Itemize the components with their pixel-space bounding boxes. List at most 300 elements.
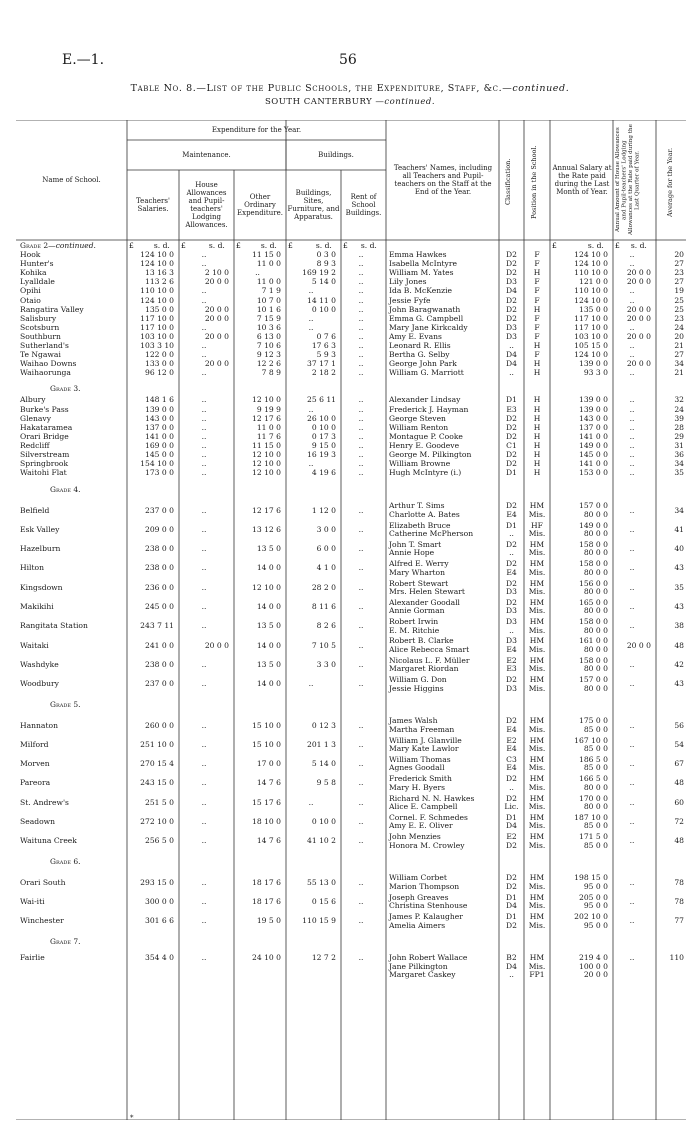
other-expenditure: 12 10 0	[252, 582, 281, 592]
annual-salary: 143 0 0	[579, 413, 608, 423]
school-row	[16, 414, 686, 423]
classification: ..	[509, 970, 514, 980]
teacher-name: Alfred E. Werry	[389, 559, 449, 569]
school-name: Orari South	[20, 877, 66, 887]
classification: D2	[506, 793, 517, 803]
annual-salary: 110 10 0	[574, 268, 608, 278]
average-attendance: 40	[674, 544, 684, 554]
header-position: Position in the School.	[530, 145, 538, 219]
buildings-expenditure: 169 19 2	[302, 268, 336, 278]
staff-row	[16, 568, 686, 577]
rent: ..	[358, 422, 364, 432]
teachers-salaries: 169 0 0	[145, 440, 174, 450]
position: H	[533, 422, 541, 432]
teachers-salaries: 238 0 0	[145, 563, 174, 573]
grade-heading	[50, 700, 81, 709]
classification: E2	[506, 832, 517, 842]
annual-allowance: ..	[629, 440, 635, 450]
staff-row	[16, 821, 686, 830]
annual-salary: 157 0 0	[579, 501, 608, 511]
teacher-name: Henry E. Goodeve	[389, 440, 460, 450]
house-allowances: ..	[201, 778, 207, 788]
teacher-name: Robert Irwin	[389, 617, 439, 627]
house-allowances: ..	[201, 350, 207, 360]
school-row	[16, 468, 686, 477]
position: Mis.	[528, 763, 546, 773]
classification: D2	[506, 268, 517, 278]
school-name: Rangatira Valley	[20, 304, 84, 314]
house-allowances: 20 0 0	[204, 331, 229, 341]
teacher-name: George M. Pilkington	[389, 450, 472, 459]
classification: D4	[506, 901, 517, 911]
average-attendance: 41	[674, 524, 684, 534]
other-expenditure: 6 13 0	[256, 331, 281, 341]
house-allowances: ..	[201, 459, 207, 469]
classification: D1	[506, 520, 517, 530]
rent: ..	[358, 322, 364, 332]
classification: D2	[506, 422, 517, 432]
lsd-header	[181, 241, 230, 250]
school-name: Seadown	[20, 817, 56, 827]
position: HM	[529, 892, 545, 902]
annual-salary: 158 0 0	[579, 655, 608, 665]
rent: ..	[358, 313, 364, 323]
teachers-salaries: 243 15 0	[140, 778, 174, 788]
teacher-name: William Renton	[389, 422, 449, 432]
average-attendance: 24	[674, 404, 684, 414]
lsd-header	[552, 241, 609, 250]
teacher-name: Alice E. Campbell	[389, 802, 458, 811]
average-attendance: 43	[674, 679, 684, 689]
buildings-expenditure: 28 2 0	[311, 582, 336, 592]
teacher-name: James P. Kalaugher	[389, 912, 463, 921]
rent: ..	[358, 295, 364, 305]
house-allowances: ..	[201, 739, 207, 749]
rent: ..	[358, 395, 364, 405]
average-attendance: 39	[674, 413, 684, 423]
school-row	[16, 432, 686, 441]
school-row	[16, 395, 686, 404]
average-attendance: 27	[674, 259, 684, 269]
annual-salary: 85 0 0	[583, 840, 608, 850]
house-allowances: ..	[201, 450, 207, 459]
annual-salary: 219 4 0	[579, 953, 608, 963]
annual-salary: 161 0 0	[579, 636, 608, 646]
annual-allowance: 20 0 0	[626, 331, 651, 341]
rent: ..	[358, 563, 364, 573]
buildings-expenditure: 55 13 0	[307, 877, 336, 887]
school-row	[16, 359, 686, 368]
school-name: Hakataramea	[20, 422, 73, 432]
house-allowances: ..	[201, 431, 207, 441]
house-allowances: ..	[201, 286, 207, 296]
header-maintenance: Maintenance.	[182, 151, 231, 159]
teachers-salaries: 133 0 0	[145, 359, 174, 369]
teacher-name: William Thomas	[389, 754, 451, 764]
average-attendance: 28	[674, 422, 684, 432]
buildings-expenditure: 0 7 6	[316, 331, 336, 341]
annual-salary: 80 0 0	[583, 606, 608, 616]
position: Mis.	[528, 782, 546, 792]
annual-allowance: ..	[629, 621, 635, 631]
annual-salary: 95 0 0	[583, 920, 608, 930]
rent: ..	[358, 440, 364, 450]
lsd-header	[288, 241, 337, 250]
table-title-tail: continued.	[512, 83, 570, 94]
annual-salary: 110 10 0	[574, 286, 608, 296]
other-expenditure: 12 10 0	[252, 450, 281, 459]
rent: ..	[358, 431, 364, 441]
annual-salary: 20 0 0	[583, 970, 608, 980]
other-expenditure: 24 10 0	[252, 953, 281, 963]
average-attendance: 42	[674, 659, 684, 669]
header-teachers-names: Teachers' Names, including all Teachers and Pupil-teachers on the Staff at the End of the Year.	[393, 164, 493, 196]
classification: D2	[506, 304, 517, 314]
rent: ..	[358, 621, 364, 631]
house-allowances: ..	[201, 563, 207, 573]
teachers-salaries: 103 10 0	[140, 331, 174, 341]
pound-sign: £	[288, 241, 293, 250]
teacher-name: Jane Pilkington	[389, 961, 448, 971]
buildings-expenditure: 4 1 0	[316, 563, 336, 573]
school-name: Opihi	[20, 286, 41, 296]
teacher-name: Richard N. N. Hawkes	[389, 793, 475, 803]
rent: ..	[358, 679, 364, 689]
annual-salary: 149 0 0	[579, 440, 608, 450]
other-expenditure: 7 10 6	[256, 341, 281, 350]
classification: D2	[506, 459, 517, 469]
position: F	[534, 286, 540, 296]
other-expenditure: 12 2 6	[256, 359, 281, 369]
teacher-name: James Walsh	[389, 716, 438, 726]
annual-salary: 139 0 0	[579, 359, 608, 369]
annual-salary: 80 0 0	[583, 509, 608, 519]
classification: D3	[506, 587, 517, 596]
average-attendance: 35	[674, 468, 684, 478]
teacher-name: William G. Marriott	[389, 368, 464, 378]
buildings-expenditure: 0 17 3	[311, 431, 336, 441]
school-row	[16, 459, 686, 468]
school-name: Makikihi	[20, 602, 54, 612]
teacher-name: Agnes Goodall	[389, 763, 445, 773]
grade-label: Grade 6.	[50, 857, 81, 867]
annual-salary: 80 0 0	[583, 567, 608, 577]
pound-sign: £	[552, 241, 557, 250]
annual-salary: 124 10 0	[574, 350, 608, 360]
rent: ..	[358, 304, 364, 314]
table-subtitle-tail: continued.	[384, 97, 436, 107]
position: F	[534, 259, 540, 269]
teacher-name: Alice Rebecca Smart	[389, 644, 470, 654]
rent: ..	[358, 268, 364, 278]
teacher-name: Alexander Lindsay	[389, 395, 461, 405]
other-expenditure: 7 1 9	[261, 286, 281, 296]
teachers-salaries: 96 12 0	[145, 368, 174, 378]
staff-row	[16, 970, 686, 979]
table-title-lead: Table No. 8.—List of the Public Schools, the Expenditure, Staff, &c.—	[130, 83, 513, 94]
annual-allowance: ..	[629, 505, 635, 515]
annual-salary: 153 0 0	[579, 468, 608, 478]
position: H	[533, 440, 541, 450]
rent: ..	[358, 359, 364, 369]
rent: ..	[358, 720, 364, 730]
teachers-salaries: 209 0 0	[145, 524, 174, 534]
staff-row	[16, 548, 686, 557]
school-name: Esk Valley	[20, 524, 60, 534]
annual-salary: 186 5 0	[579, 754, 608, 764]
teacher-name: Amy E. Evans	[389, 331, 442, 341]
average-attendance: 78	[674, 877, 684, 887]
school-name: Waitaki	[20, 640, 49, 650]
teacher-name: John Baragwanath	[389, 304, 461, 314]
teacher-name: William G. Don	[389, 675, 447, 684]
average-attendance: 31	[674, 440, 684, 450]
staff-row	[16, 783, 686, 792]
header-teachers-salaries: Teachers' Salaries.	[136, 197, 170, 213]
page-header-code: E.—1.	[62, 52, 105, 68]
classification: E4	[506, 724, 517, 734]
school-row	[16, 423, 686, 432]
teachers-salaries: 260 0 0	[145, 720, 174, 730]
teacher-name: Montague P. Cooke	[389, 431, 463, 441]
teachers-salaries: 237 0 0	[145, 679, 174, 689]
teacher-name: Nicolaus L. F. Müller	[389, 655, 470, 665]
teachers-salaries: 13 16 3	[145, 268, 174, 278]
annual-allowance: ..	[629, 341, 635, 350]
teacher-name: John Menzies	[389, 832, 441, 842]
annual-allowance: ..	[629, 720, 635, 730]
teacher-name: Lily Jones	[389, 277, 427, 287]
position: H	[533, 304, 541, 314]
annual-allowance: ..	[629, 679, 635, 689]
average-attendance: 29	[674, 431, 684, 441]
teacher-name: Amy E. E. Oliver	[389, 821, 453, 831]
teacher-name: Marion Thompson	[389, 881, 460, 891]
position: HM	[529, 655, 545, 665]
school-row	[16, 268, 686, 277]
teachers-salaries: 117 10 0	[140, 322, 174, 332]
teachers-salaries: 145 0 0	[145, 450, 174, 459]
school-name: Waitohi Flat	[20, 468, 67, 478]
other-expenditure: 13 5 0	[256, 621, 281, 631]
teacher-name: Jessie Fyfe	[389, 295, 431, 305]
average-attendance: 48	[674, 836, 684, 846]
classification: D2	[506, 250, 517, 259]
rent: ..	[358, 341, 364, 350]
other-expenditure: 11 15 0	[252, 250, 281, 259]
rent: ..	[358, 404, 364, 414]
other-expenditure: 10 7 0	[256, 295, 281, 305]
teacher-name: George John Park	[389, 359, 457, 369]
footnote-mark: *	[130, 1114, 134, 1122]
school-row	[16, 305, 686, 314]
position: HM	[529, 873, 545, 883]
teachers-salaries: 251 5 0	[145, 797, 174, 807]
average-attendance: 20	[674, 250, 684, 259]
position: Mis.	[528, 840, 546, 850]
school-name: Hunter's	[20, 259, 54, 269]
position: H	[533, 268, 541, 278]
position: Mis.	[528, 644, 546, 654]
teachers-salaries: 245 0 0	[145, 602, 174, 612]
annual-salary: 80 0 0	[583, 782, 608, 792]
position: HM	[529, 636, 545, 646]
classification: D2	[506, 716, 517, 726]
other-expenditure: ..	[255, 268, 260, 278]
annual-salary: 117 10 0	[574, 322, 608, 332]
teacher-name: William J. Glanville	[389, 735, 462, 745]
position: H	[533, 459, 541, 469]
house-allowances: ..	[201, 259, 207, 269]
grade-heading	[50, 857, 81, 866]
annual-salary: 158 0 0	[579, 617, 608, 627]
annual-allowance: ..	[629, 250, 635, 259]
position: Mis.	[528, 587, 546, 596]
house-allowances: ..	[201, 413, 207, 423]
classification: D1	[506, 912, 517, 921]
average-attendance: 54	[674, 739, 684, 749]
annual-salary: 85 0 0	[583, 763, 608, 773]
school-name: Otaio	[20, 295, 41, 305]
annual-allowance: ..	[629, 877, 635, 887]
staff-row	[16, 684, 686, 693]
teacher-name: Mrs. Helen Stewart	[389, 587, 465, 596]
other-expenditure: 14 0 0	[256, 563, 281, 573]
position: Mis.	[528, 744, 546, 754]
school-name: Waihao Downs	[20, 359, 77, 369]
position: H	[533, 431, 541, 441]
teacher-name: Annie Gorman	[389, 606, 445, 616]
school-row	[16, 341, 686, 350]
house-allowances: ..	[201, 422, 207, 432]
other-expenditure: 14 0 0	[256, 602, 281, 612]
teacher-name: John T. Smart	[389, 539, 442, 549]
average-attendance: 48	[674, 778, 684, 788]
teacher-name: William Browne	[389, 459, 451, 469]
position: H	[533, 368, 541, 378]
annual-allowance: ..	[629, 836, 635, 846]
buildings-expenditure: 3 0 0	[316, 524, 336, 534]
annual-allowance: ..	[629, 350, 635, 360]
classification: D2	[506, 578, 517, 588]
school-name: Wai-iti	[20, 896, 45, 906]
classification: B2	[506, 953, 517, 963]
school-name: Lyalldale	[20, 277, 55, 287]
average-attendance: 21	[674, 368, 684, 378]
teacher-name: Robert Stewart	[389, 578, 449, 588]
shillings-pence: s. d.	[153, 241, 170, 250]
pound-sign: £	[129, 241, 134, 250]
classification: E2	[506, 735, 517, 745]
classification: D3	[506, 322, 517, 332]
annual-salary: 100 0 0	[579, 961, 608, 971]
teacher-name: Margaret Caskey	[389, 970, 456, 980]
annual-salary: 85 0 0	[583, 744, 608, 754]
other-expenditure: 7 8 9	[261, 368, 281, 378]
staff-row	[16, 510, 686, 519]
annual-salary: 156 0 0	[579, 578, 608, 588]
rent: ..	[358, 659, 364, 669]
other-expenditure: 12 10 0	[252, 459, 281, 469]
position: H	[533, 395, 541, 405]
classification: C3	[506, 754, 517, 764]
teachers-salaries: 122 0 0	[145, 350, 174, 360]
position: F	[534, 350, 540, 360]
grade-label: Grade 7.	[50, 937, 81, 947]
classification: E3	[506, 404, 517, 414]
annual-allowance: ..	[629, 916, 635, 926]
classification: D2	[506, 450, 517, 459]
classification: D1	[506, 468, 517, 478]
classification: E2	[506, 655, 517, 665]
average-attendance: 48	[674, 640, 684, 650]
other-expenditure: 12 10 0	[252, 395, 281, 405]
rent: ..	[358, 505, 364, 515]
header-other-expenditure: Other Ordinary Expenditure.	[237, 193, 283, 217]
grade-label-tail: continued.	[55, 241, 96, 250]
other-expenditure: 11 0 0	[256, 277, 281, 287]
annual-salary: 170 0 0	[579, 793, 608, 803]
annual-salary: 145 0 0	[579, 450, 608, 459]
teachers-salaries: 251 10 0	[140, 739, 174, 749]
teachers-salaries: 103 3 10	[140, 341, 174, 350]
classification: D2	[506, 413, 517, 423]
teachers-salaries: 237 0 0	[145, 505, 174, 515]
school-row	[16, 350, 686, 359]
teacher-name: George Steven	[389, 413, 446, 423]
other-expenditure: 12 17 6	[252, 413, 281, 423]
teachers-salaries: 238 0 0	[145, 544, 174, 554]
school-name: Sutherland's	[20, 341, 69, 350]
teachers-salaries: 301 6 6	[145, 916, 174, 926]
position: Mis.	[528, 724, 546, 734]
lsd-header	[129, 241, 175, 250]
buildings-expenditure: 1 12 0	[311, 505, 336, 515]
teachers-salaries: 124 10 0	[140, 250, 174, 259]
annual-allowance: ..	[629, 368, 635, 378]
buildings-expenditure: 0 12 3	[311, 720, 336, 730]
house-allowances: ..	[201, 896, 207, 906]
grade-label: Grade 2—	[20, 241, 56, 250]
school-row	[16, 332, 686, 341]
rent: ..	[358, 259, 364, 269]
teacher-name: Leonard R. Ellis	[389, 341, 451, 350]
annual-salary: 80 0 0	[583, 625, 608, 635]
position: HM	[529, 774, 545, 784]
shillings-pence: s. d.	[630, 241, 647, 250]
position: Mis.	[528, 802, 546, 811]
shillings-pence: s. d.	[360, 241, 377, 250]
classification: C1	[506, 440, 517, 450]
annual-allowance: ..	[629, 896, 635, 906]
shillings-pence: s. d.	[208, 241, 225, 250]
classification: ..	[509, 625, 514, 635]
teacher-name: William Corbet	[389, 873, 447, 883]
other-expenditure: 13 5 0	[256, 544, 281, 554]
annual-allowance: 20 0 0	[626, 277, 651, 287]
buildings-expenditure: 3 3 0	[316, 659, 336, 669]
position: Mis.	[528, 606, 546, 616]
house-allowances: 20 0 0	[204, 640, 229, 650]
school-name: Glenavy	[20, 413, 51, 423]
annual-allowance: ..	[629, 582, 635, 592]
position: F	[534, 277, 540, 287]
position: HM	[529, 793, 545, 803]
teachers-salaries: 270 15 4	[140, 759, 174, 769]
other-expenditure: 10 3 6	[256, 322, 281, 332]
teacher-name: William M. Yates	[389, 268, 454, 278]
classification: E4	[506, 509, 517, 519]
